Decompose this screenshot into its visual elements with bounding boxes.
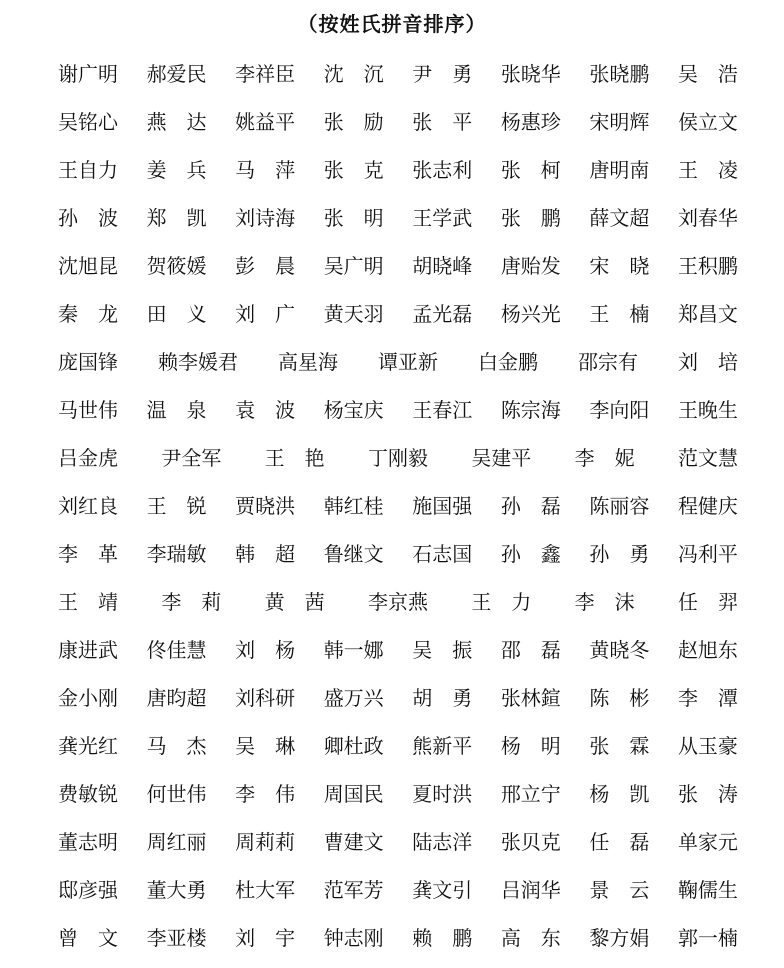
person-name: 吴 振 bbox=[412, 638, 473, 662]
name-row bbox=[58, 296, 738, 344]
person-name: 钟志刚 bbox=[323, 926, 384, 950]
person-name: 盛万兴 bbox=[323, 686, 384, 710]
person-name: 石志国 bbox=[412, 542, 473, 566]
name-row bbox=[58, 440, 738, 488]
person-name: 邢立宁 bbox=[500, 782, 561, 806]
person-name: 杨 凯 bbox=[589, 782, 650, 806]
person-name: 张 霖 bbox=[589, 734, 650, 758]
person-name: 黄晓冬 bbox=[589, 638, 650, 662]
person-name: 刘红良 bbox=[58, 494, 118, 518]
person-name: 李瑞敏 bbox=[146, 542, 207, 566]
person-name: 丁刚毅 bbox=[367, 446, 428, 470]
person-name: 马 萍 bbox=[235, 158, 296, 182]
person-name: 董大勇 bbox=[146, 878, 207, 902]
person-name: 唐昀超 bbox=[146, 686, 207, 710]
person-name: 燕 达 bbox=[146, 110, 207, 134]
person-name: 贺筱媛 bbox=[146, 254, 207, 278]
person-name: 李京燕 bbox=[367, 590, 428, 614]
person-name: 卿杜政 bbox=[323, 734, 384, 758]
person-name: 秦 龙 bbox=[58, 302, 118, 326]
person-name: 郭一楠 bbox=[677, 926, 738, 950]
person-name: 姜 兵 bbox=[146, 158, 207, 182]
person-name: 曹建文 bbox=[323, 830, 384, 854]
person-name: 周国民 bbox=[323, 782, 384, 806]
person-name: 王春江 bbox=[412, 398, 473, 422]
person-name: 吴 琳 bbox=[235, 734, 296, 758]
person-name: 孟光磊 bbox=[412, 302, 473, 326]
name-row bbox=[58, 920, 738, 968]
person-name: 胡 勇 bbox=[412, 686, 473, 710]
person-name: 刘春华 bbox=[677, 206, 738, 230]
person-name: 施国强 bbox=[412, 494, 473, 518]
person-name: 刘科研 bbox=[235, 686, 296, 710]
person-name: 吕金虎 bbox=[58, 446, 118, 470]
person-name: 康进武 bbox=[58, 638, 118, 662]
person-name: 黄 茜 bbox=[264, 590, 325, 614]
name-row bbox=[58, 392, 738, 440]
person-name: 程健庆 bbox=[677, 494, 738, 518]
person-name: 尹全军 bbox=[161, 446, 222, 470]
person-name: 吕润华 bbox=[500, 878, 561, 902]
name-row bbox=[58, 104, 738, 152]
person-name: 王自力 bbox=[58, 158, 118, 182]
person-name: 黄天羽 bbox=[323, 302, 384, 326]
person-name: 张 鹏 bbox=[500, 206, 561, 230]
person-name: 杨 明 bbox=[500, 734, 561, 758]
person-name: 田 义 bbox=[146, 302, 207, 326]
person-name: 彭 晨 bbox=[235, 254, 296, 278]
name-row bbox=[58, 344, 738, 392]
person-name: 李 伟 bbox=[235, 782, 296, 806]
person-name: 张 励 bbox=[323, 110, 384, 134]
person-name: 赖李媛君 bbox=[158, 350, 238, 374]
person-name: 李向阳 bbox=[589, 398, 650, 422]
person-name: 任 羿 bbox=[677, 590, 738, 614]
person-name: 王 艳 bbox=[264, 446, 325, 470]
person-name: 王 靖 bbox=[58, 590, 118, 614]
person-name: 龚光红 bbox=[58, 734, 118, 758]
person-name: 李 潭 bbox=[677, 686, 738, 710]
person-name: 张晓华 bbox=[500, 62, 561, 86]
person-name: 沈 沉 bbox=[323, 62, 384, 86]
person-name: 郝爱民 bbox=[146, 62, 207, 86]
person-name: 任 磊 bbox=[589, 830, 650, 854]
person-name: 孙 波 bbox=[58, 206, 118, 230]
person-name: 刘诗海 bbox=[235, 206, 296, 230]
person-name: 李祥臣 bbox=[235, 62, 296, 86]
name-row bbox=[58, 488, 738, 536]
person-name: 熊新平 bbox=[412, 734, 473, 758]
person-name: 陈宗海 bbox=[500, 398, 561, 422]
person-name: 郑 凯 bbox=[146, 206, 207, 230]
person-name: 张 涛 bbox=[677, 782, 738, 806]
person-name: 侯立文 bbox=[677, 110, 738, 134]
person-name: 邵宗有 bbox=[578, 350, 638, 374]
person-name: 尹 勇 bbox=[412, 62, 473, 86]
person-name: 鲁继文 bbox=[323, 542, 384, 566]
person-name: 吴 浩 bbox=[677, 62, 738, 86]
person-name: 白金鹏 bbox=[478, 350, 538, 374]
name-row bbox=[58, 152, 738, 200]
person-name: 郑昌文 bbox=[677, 302, 738, 326]
person-name: 唐贻发 bbox=[500, 254, 561, 278]
person-name: 李 沫 bbox=[574, 590, 635, 614]
person-name: 庞国锋 bbox=[58, 350, 118, 374]
document-title: （按姓氏拼音排序） bbox=[297, 12, 487, 36]
person-name: 费敏锐 bbox=[58, 782, 118, 806]
person-name: 袁 波 bbox=[235, 398, 296, 422]
person-name: 杨兴光 bbox=[500, 302, 561, 326]
person-name: 佟佳慧 bbox=[146, 638, 207, 662]
person-name: 鞠儒生 bbox=[677, 878, 738, 902]
person-name: 张 克 bbox=[323, 158, 384, 182]
person-name: 李亚楼 bbox=[146, 926, 207, 950]
person-name: 陈丽容 bbox=[589, 494, 650, 518]
person-name: 沈旭昆 bbox=[58, 254, 118, 278]
name-row bbox=[58, 248, 738, 296]
person-name: 张 柯 bbox=[500, 158, 561, 182]
person-name: 王 凌 bbox=[677, 158, 738, 182]
person-name: 唐明南 bbox=[589, 158, 650, 182]
person-name: 邵 磊 bbox=[500, 638, 561, 662]
person-name: 张志利 bbox=[412, 158, 473, 182]
person-name: 从玉豪 bbox=[677, 734, 738, 758]
person-name: 孙 磊 bbox=[500, 494, 561, 518]
person-name: 马世伟 bbox=[58, 398, 118, 422]
person-name: 周莉莉 bbox=[235, 830, 296, 854]
person-name: 夏时洪 bbox=[412, 782, 473, 806]
person-name: 薛文超 bbox=[589, 206, 650, 230]
person-name: 王 力 bbox=[471, 590, 532, 614]
person-name: 孙 勇 bbox=[589, 542, 650, 566]
name-row bbox=[58, 872, 738, 920]
person-name: 张 明 bbox=[323, 206, 384, 230]
person-name: 景 云 bbox=[589, 878, 650, 902]
person-name: 贾晓洪 bbox=[235, 494, 296, 518]
person-name: 韩一娜 bbox=[323, 638, 384, 662]
person-name: 张 平 bbox=[412, 110, 473, 134]
person-name: 高 东 bbox=[500, 926, 561, 950]
person-name: 高星海 bbox=[278, 350, 338, 374]
person-name: 孙 鑫 bbox=[500, 542, 561, 566]
person-name: 王学武 bbox=[412, 206, 473, 230]
person-name: 冯利平 bbox=[677, 542, 738, 566]
person-name: 刘 广 bbox=[235, 302, 296, 326]
person-name: 谭亚新 bbox=[378, 350, 438, 374]
person-name: 范文慧 bbox=[677, 446, 738, 470]
person-name: 陈 彬 bbox=[589, 686, 650, 710]
person-name: 陆志洋 bbox=[412, 830, 473, 854]
person-name: 姚益平 bbox=[235, 110, 296, 134]
person-name: 周红丽 bbox=[146, 830, 207, 854]
person-name: 谢广明 bbox=[58, 62, 118, 86]
person-name: 王积鹏 bbox=[677, 254, 738, 278]
person-name: 张晓鹏 bbox=[589, 62, 650, 86]
name-roster bbox=[58, 56, 738, 968]
person-name: 张贝克 bbox=[500, 830, 561, 854]
person-name: 金小刚 bbox=[58, 686, 118, 710]
person-name: 赖 鹏 bbox=[412, 926, 473, 950]
person-name: 吴铭心 bbox=[58, 110, 118, 134]
person-name: 王 锐 bbox=[146, 494, 207, 518]
person-name: 张林鍹 bbox=[500, 686, 561, 710]
name-row bbox=[58, 680, 738, 728]
person-name: 杜大军 bbox=[235, 878, 296, 902]
person-name: 吴广明 bbox=[323, 254, 384, 278]
name-row bbox=[58, 728, 738, 776]
person-name: 杨宝庆 bbox=[323, 398, 384, 422]
person-name: 胡晓峰 bbox=[412, 254, 473, 278]
name-row bbox=[58, 776, 738, 824]
person-name: 刘 宇 bbox=[235, 926, 296, 950]
name-row bbox=[58, 56, 738, 104]
person-name: 范军芳 bbox=[323, 878, 384, 902]
person-name: 马 杰 bbox=[146, 734, 207, 758]
person-name: 李 革 bbox=[58, 542, 118, 566]
person-name: 吴建平 bbox=[471, 446, 532, 470]
person-name: 董志明 bbox=[58, 830, 118, 854]
person-name: 韩红桂 bbox=[323, 494, 384, 518]
person-name: 李 妮 bbox=[574, 446, 635, 470]
person-name: 黎方娟 bbox=[589, 926, 650, 950]
person-name: 王晚生 bbox=[677, 398, 738, 422]
name-row bbox=[58, 200, 738, 248]
person-name: 邸彦强 bbox=[58, 878, 118, 902]
person-name: 杨惠珍 bbox=[500, 110, 561, 134]
person-name: 龚文引 bbox=[412, 878, 473, 902]
person-name: 李 莉 bbox=[161, 590, 222, 614]
person-name: 曾 文 bbox=[58, 926, 118, 950]
person-name: 何世伟 bbox=[146, 782, 207, 806]
person-name: 赵旭东 bbox=[677, 638, 738, 662]
person-name: 刘 杨 bbox=[235, 638, 296, 662]
person-name: 王 楠 bbox=[589, 302, 650, 326]
person-name: 宋 晓 bbox=[589, 254, 650, 278]
person-name: 韩 超 bbox=[235, 542, 296, 566]
name-row bbox=[58, 584, 738, 632]
person-name: 单家元 bbox=[677, 830, 738, 854]
name-row bbox=[58, 536, 738, 584]
person-name: 宋明辉 bbox=[589, 110, 650, 134]
person-name: 温 泉 bbox=[146, 398, 207, 422]
name-row bbox=[58, 632, 738, 680]
person-name: 刘 培 bbox=[678, 350, 738, 374]
name-row bbox=[58, 824, 738, 872]
